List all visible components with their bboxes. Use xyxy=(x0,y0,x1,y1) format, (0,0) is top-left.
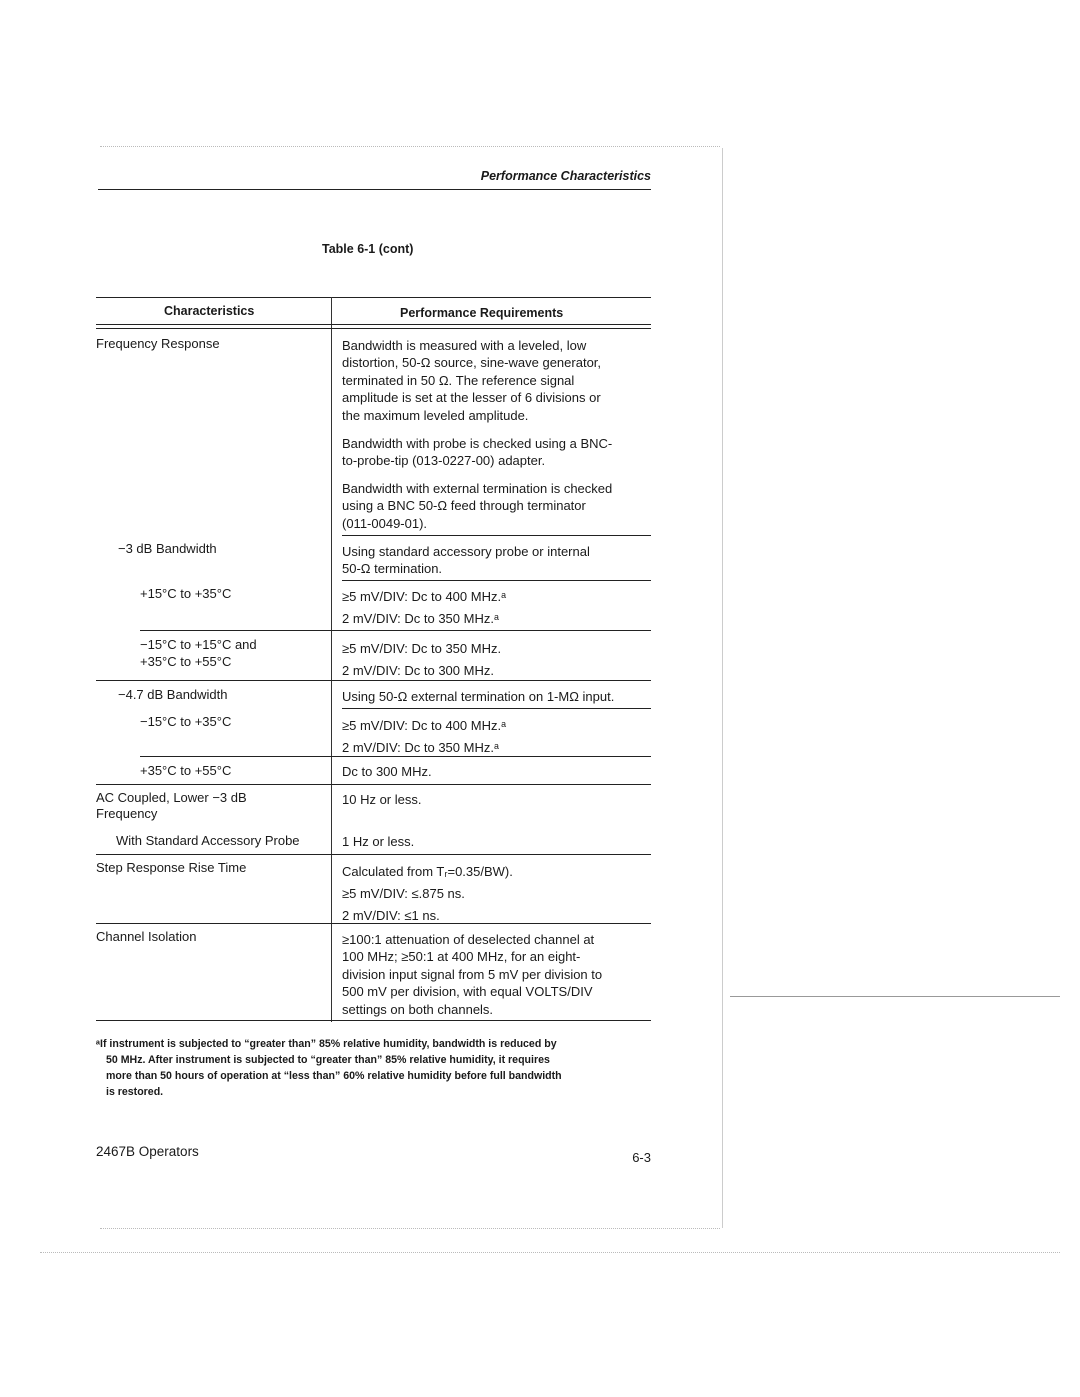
row-divider xyxy=(140,756,651,757)
requirement-cell: Bandwidth with external termination is checked using a BNC 50-Ω feed through terminator (011-0049-01). xyxy=(342,481,613,531)
requirement-cell: Calculated from Tᵣ=0.35/BW). ≥5 mV/DIV: ≤.875 ns. 2 mV/DIV: ≤1 ns. xyxy=(342,864,513,923)
characteristic-cell: Channel Isolation xyxy=(96,929,197,944)
characteristic-cell: +15°C to +35°C xyxy=(140,586,232,601)
row-divider xyxy=(96,854,651,855)
characteristic-cell: AC Coupled, Lower −3 dB Frequency xyxy=(96,790,247,822)
characteristic-cell: Step Response Rise Time xyxy=(96,860,247,875)
characteristic-cell: With Standard Accessory Probe xyxy=(116,833,300,848)
header-rule xyxy=(98,189,651,190)
requirement-cell: ≥5 mV/DIV: Dc to 350 MHz. 2 mV/DIV: Dc to 300 MHz. xyxy=(342,641,502,678)
row-divider xyxy=(96,680,651,681)
row-divider xyxy=(96,784,651,785)
row-divider xyxy=(96,923,651,924)
requirement-cell: Dc to 300 MHz. xyxy=(342,764,432,779)
running-header: Performance Characteristics xyxy=(480,169,651,183)
requirement-cell: Using 50-Ω external termination on 1-MΩ input. xyxy=(342,689,615,704)
footnote: ᵃIf instrument is subjected to “greater than” 85% relative humidity, bandwidth is reduced by 50 MHz. After instrument is subjected to “greater than” 85% relative humidity, it requires more than 50 hours of operation at “less than” 60% relative humidity before full bandwidth is restored. xyxy=(96,1038,562,1098)
requirement-cell: Bandwidth is measured with a leveled, low distortion, 50-Ω source, sine-wave generator, terminated in 50 Ω. The reference signal amplitude is set at the lesser of 6 divisions or the maximum leveled amplitude. xyxy=(342,338,602,423)
requirement-cell: 10 Hz or less. xyxy=(342,792,422,807)
characteristic-cell: −15°C to +35°C xyxy=(140,714,232,729)
requirement-cell: 1 Hz or less. xyxy=(342,834,415,849)
footer-manual: 2467B Operators xyxy=(96,1144,199,1159)
characteristic-cell: −15°C to +15°C and +35°C to +55°C xyxy=(140,637,257,670)
row-divider xyxy=(140,630,651,631)
table-title: Table 6-1 (cont) xyxy=(322,242,414,256)
requirement-cell: ≥100:1 attenuation of deselected channel at 100 MHz; ≥50:1 at 400 MHz, for an eight- division input signal from 5 mV per division to 500 mV per division, with equal VOLTS/DIV settings on both channels. xyxy=(342,932,603,1017)
page-number: 6-3 xyxy=(632,1150,651,1165)
column-header: Performance Requirements xyxy=(400,306,564,320)
characteristic-cell: Frequency Response xyxy=(96,336,220,351)
requirement-cell: ≥5 mV/DIV: Dc to 400 MHz.ᵃ 2 mV/DIV: Dc to 350 MHz.ᵃ xyxy=(342,589,506,626)
row-divider xyxy=(342,708,651,709)
column-header: Characteristics xyxy=(164,304,255,318)
characteristic-cell: −3 dB Bandwidth xyxy=(118,541,217,556)
row-divider xyxy=(96,1020,651,1021)
characteristic-cell: +35°C to +55°C xyxy=(140,763,232,778)
row-divider xyxy=(342,535,651,536)
characteristic-cell: −4.7 dB Bandwidth xyxy=(118,687,228,702)
requirement-cell: Using standard accessory probe or internal 50-Ω termination. xyxy=(342,544,590,577)
requirement-cell: Bandwidth with probe is checked using a BNC- to-probe-tip (013-0227-00) adapter. xyxy=(342,436,613,469)
row-divider xyxy=(342,580,651,581)
requirement-cell: ≥5 mV/DIV: Dc to 400 MHz.ᵃ 2 mV/DIV: Dc to 350 MHz.ᵃ xyxy=(342,718,506,755)
